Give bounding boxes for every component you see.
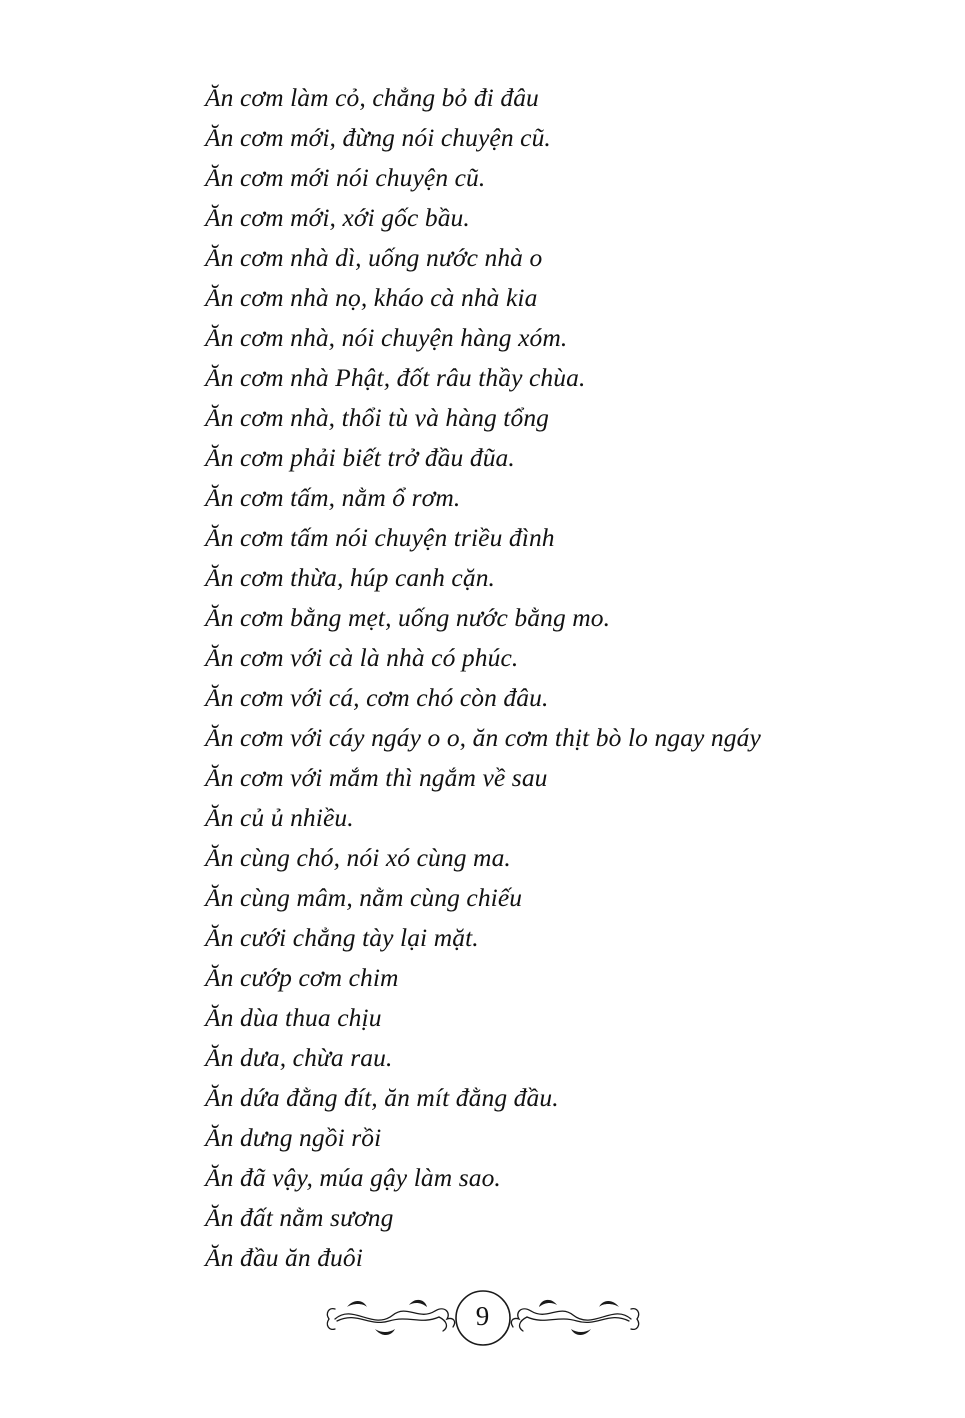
proverb-line: Ăn đầu ăn đuôi xyxy=(205,1243,363,1272)
proverb-line: Ăn cơm với mắm thì ngắm về sau xyxy=(205,763,548,792)
proverb-line: Ăn cơm thừa, húp canh cặn. xyxy=(205,563,496,592)
proverb-line: Ăn cơm mới nói chuyện cũ. xyxy=(205,163,486,192)
proverb-line: Ăn cơm nhà Phật, đốt râu thầy chùa. xyxy=(205,363,586,392)
page-footer xyxy=(0,1276,965,1356)
proverb-line: Ăn củ ủ nhiều. xyxy=(205,803,354,832)
proverb-line: Ăn cướp cơm chim xyxy=(205,963,399,992)
proverb-line: Ăn cơm nhà dì, uống nước nhà o xyxy=(205,243,543,272)
proverb-line: Ăn cơm với cáy ngáy o o, ăn cơm thịt bò lo ngay ngáy xyxy=(205,723,761,752)
proverb-line: Ăn dưng ngồi rồi xyxy=(205,1123,382,1152)
proverb-line: Ăn đã vậy, múa gậy làm sao. xyxy=(205,1163,501,1192)
proverb-line: Ăn dứa đằng đít, ăn mít đằng đầu. xyxy=(205,1083,559,1112)
page-number: 9 xyxy=(475,1300,490,1331)
proverb-line: Ăn cưới chẳng tày lại mặt. xyxy=(205,923,479,952)
proverb-line: Ăn cơm phải biết trở đầu đũa. xyxy=(205,443,515,472)
proverb-line: Ăn cơm bằng mẹt, uống nước bằng mo. xyxy=(205,603,611,632)
proverb-line: Ăn cơm mới, đừng nói chuyện cũ. xyxy=(205,123,551,152)
proverb-line: Ăn cơm với cá, cơm chó còn đâu. xyxy=(205,683,549,712)
proverb-line: Ăn cơm tấm nói chuyện triều đình xyxy=(205,523,555,552)
proverb-line: Ăn cơm nhà, nói chuyện hàng xóm. xyxy=(205,323,568,352)
proverb-line: Ăn đất nằm sương xyxy=(205,1203,394,1232)
proverb-line: Ăn cơm làm cỏ, chẳng bỏ đi đâu xyxy=(205,83,539,112)
proverb-line: Ăn dùa thua chịu xyxy=(205,1003,382,1032)
proverb-line: Ăn cơm tấm, nằm ổ rơm. xyxy=(205,483,461,512)
proverb-line: Ăn cùng chó, nói xó cùng ma. xyxy=(205,843,511,872)
proverb-line: Ăn cơm với cà là nhà có phúc. xyxy=(205,643,519,672)
proverb-line: Ăn cùng mâm, nằm cùng chiếu xyxy=(205,883,523,912)
floral-divider-ornament xyxy=(323,1281,643,1351)
proverb-line: Ăn cơm nhà nọ, kháo cà nhà kia xyxy=(205,283,538,312)
proverb-line: Ăn cơm nhà, thổi tù và hàng tổng xyxy=(205,403,550,432)
proverb-line: Ăn cơm mới, xới gốc bầu. xyxy=(205,203,470,232)
proverb-line: Ăn dưa, chừa rau. xyxy=(205,1043,393,1072)
